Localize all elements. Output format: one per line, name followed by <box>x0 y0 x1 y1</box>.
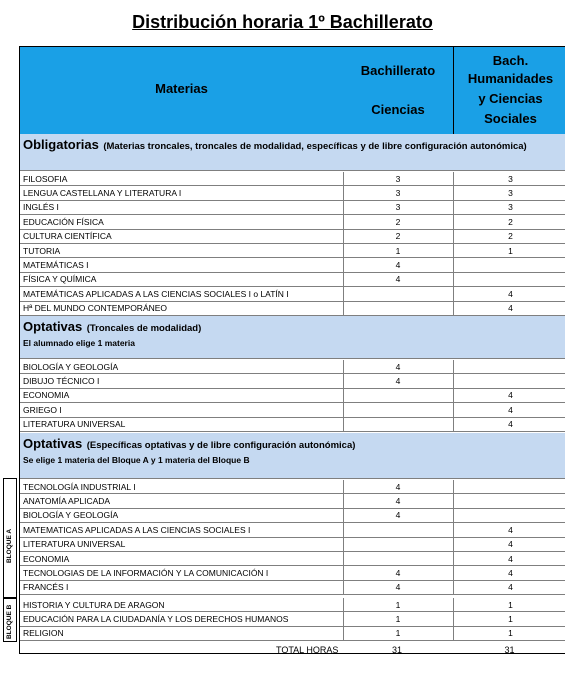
header-col2-line3: y Ciencias <box>478 91 543 106</box>
section-note: (Materias troncales, troncales de modalidad, específicas y de libre configuración autonómica) <box>103 141 527 152</box>
subject-name: EDUCACIÓN FÍSICA <box>23 216 104 227</box>
table-row <box>20 389 565 403</box>
bloque-b-box <box>3 598 17 642</box>
hours-humanidades: 1 <box>508 599 513 610</box>
subject-name: TECNOLOGÍA INDUSTRIAL I <box>23 481 136 492</box>
section-obligatorias <box>20 134 565 171</box>
column-divider <box>343 360 344 432</box>
subject-name: BIOLOGÍA Y GEOLOGÍA <box>23 510 119 521</box>
hours-ciencias: 4 <box>395 567 401 578</box>
column-divider <box>343 172 344 316</box>
hours-ciencias: 1 <box>395 245 401 256</box>
hours-humanidades: 1 <box>508 613 513 624</box>
table-row <box>20 403 565 417</box>
hours-ciencias: 4 <box>395 361 401 372</box>
hours-ciencias: 2 <box>395 216 401 227</box>
subject-name: CULTURA CIENTÍFICA <box>23 231 112 242</box>
subject-name: BIOLOGÍA Y GEOLOGÍA <box>23 361 119 372</box>
header-col2-line4: Sociales <box>484 111 537 126</box>
subject-name: GRIEGO I <box>23 404 62 415</box>
subject-name: DIBUJO TÉCNICO I <box>23 375 100 386</box>
table-row <box>20 287 565 301</box>
hours-humanidades: 4 <box>508 524 513 535</box>
hours-ciencias: 3 <box>395 202 401 213</box>
subject-name: RELIGION <box>23 628 64 639</box>
table-row <box>20 230 565 244</box>
table-row <box>20 494 565 508</box>
subject-name: LITERATURA UNIVERSAL <box>23 539 126 550</box>
hours-ciencias: 2 <box>395 231 401 242</box>
table-row <box>20 566 565 580</box>
hours-humanidades: 4 <box>508 288 513 299</box>
table-row <box>20 612 565 626</box>
column-divider <box>343 480 344 595</box>
section-subtitle: El alumnado elige 1 materia <box>23 338 135 348</box>
table-row <box>20 273 565 287</box>
section-title: Optativas <box>23 319 83 334</box>
hours-humanidades: 2 <box>508 231 513 242</box>
header-col1-line2: Ciencias <box>371 102 425 117</box>
hours-ciencias: 1 <box>395 613 401 624</box>
hours-ciencias: 4 <box>395 481 401 492</box>
subject-name: MATEMÁTICAS APLICADAS A LAS CIENCIAS SOCIALES I o LATÍN I <box>23 288 289 299</box>
total-col2: 31 <box>504 645 515 655</box>
header-col2-line1: Bach. <box>492 53 529 68</box>
section-note: (Troncales de modalidad) <box>86 323 202 334</box>
table-row <box>20 374 565 388</box>
header-divider <box>453 47 454 134</box>
subject-name: LENGUA CASTELLANA Y LITERATURA I <box>23 187 182 198</box>
hours-ciencias: 1 <box>395 599 401 610</box>
hours-humanidades: 4 <box>508 553 513 564</box>
table-row <box>20 360 565 374</box>
subject-name: ANATOMÍA APLICADA <box>23 495 111 506</box>
bloque-a-box <box>3 478 17 598</box>
subject-name: TUTORIA <box>23 245 61 256</box>
subject-name: EDUCACIÓN PARA LA CIUDADANÍA Y LOS DERECHOS HUMANOS <box>23 613 289 624</box>
hours-humanidades: 2 <box>508 216 513 227</box>
hours-ciencias: 3 <box>395 187 401 198</box>
subject-name: FÍSICA Y QUÍMICA <box>23 274 97 285</box>
subject-name: LITERATURA UNIVERSAL <box>23 419 126 430</box>
column-divider <box>453 598 454 641</box>
column-divider <box>343 598 344 641</box>
table-row <box>20 215 565 229</box>
hours-humanidades: 4 <box>508 419 513 430</box>
subject-name: MATEMÁTICAS I <box>23 259 89 270</box>
subject-name: FRANCÉS I <box>23 582 69 593</box>
subject-name: Hª DEL MUNDO CONTEMPORÁNEO <box>23 303 168 314</box>
table-row <box>20 523 565 537</box>
section-title: Optativas <box>23 436 83 451</box>
table-row <box>20 201 565 215</box>
table-row <box>20 581 565 595</box>
table-header <box>20 47 565 135</box>
subject-name: ECONOMIA <box>23 390 70 401</box>
hours-humanidades: 4 <box>508 303 513 314</box>
hours-ciencias: 1 <box>395 628 401 639</box>
table-row <box>20 627 565 641</box>
subject-name: ECONOMIA <box>23 553 70 564</box>
table-row <box>20 480 565 494</box>
page-title: Distribución horaria 1º Bachillerato <box>132 12 433 32</box>
subject-name: FILOSOFIA <box>23 173 68 184</box>
hours-ciencias: 4 <box>395 510 401 521</box>
subject-name: MATEMATICAS APLICADAS A LAS CIENCIAS SOCIALES I <box>23 524 251 535</box>
hours-humanidades: 3 <box>508 187 513 198</box>
table-row <box>20 509 565 523</box>
column-divider <box>453 480 454 595</box>
hours-humanidades: 4 <box>508 390 513 401</box>
bloque-a-label: BLOQUE A <box>6 528 13 563</box>
table-row <box>20 598 565 612</box>
hours-ciencias: 4 <box>395 495 401 506</box>
hours-ciencias: 4 <box>395 274 401 285</box>
table-row <box>20 172 565 186</box>
hours-humanidades: 4 <box>508 404 513 415</box>
schedule-table <box>19 46 565 654</box>
table-row <box>20 244 565 258</box>
column-divider <box>453 360 454 432</box>
hours-ciencias: 4 <box>395 375 401 386</box>
hours-humanidades: 3 <box>508 173 513 184</box>
hours-ciencias: 4 <box>395 259 401 270</box>
hours-humanidades: 4 <box>508 567 513 578</box>
total-col1: 31 <box>391 645 402 655</box>
subject-name: INGLÉS I <box>23 202 59 213</box>
header-col1-line1: Bachillerato <box>360 63 436 78</box>
column-divider <box>453 172 454 316</box>
section-note: (Específicas optativas y de libre configuración autonómica) <box>86 440 356 451</box>
total-label: TOTAL HORAS <box>276 645 339 655</box>
table-row <box>20 418 565 432</box>
table-row <box>20 258 565 272</box>
bloque-b-label: BLOQUE B <box>6 604 13 639</box>
header-materias: Materias <box>155 81 208 96</box>
header-col2-line2: Humanidades <box>467 71 554 86</box>
hours-humanidades: 4 <box>508 582 513 593</box>
hours-humanidades: 1 <box>508 628 513 639</box>
table-row <box>20 552 565 566</box>
table-row <box>20 186 565 200</box>
table-row <box>20 538 565 552</box>
hours-humanidades: 3 <box>508 202 513 213</box>
hours-ciencias: 4 <box>395 582 401 593</box>
hours-ciencias: 3 <box>395 173 401 184</box>
subject-name: TECNOLOGIAS DE LA INFORMACIÓN Y LA COMUNICACIÓN I <box>23 567 269 578</box>
hours-humanidades: 1 <box>508 245 513 256</box>
table-row <box>20 302 565 316</box>
section-title: Obligatorias <box>23 137 99 152</box>
hours-humanidades: 4 <box>508 539 513 550</box>
section-optativas-troncales <box>20 316 565 359</box>
subject-name: HISTORIA Y CULTURA DE ARAGON <box>23 599 165 610</box>
section-optativas-especificas <box>20 433 565 479</box>
section-subtitle: Se elige 1 materia del Bloque A y 1 materia del Bloque B <box>23 455 250 465</box>
